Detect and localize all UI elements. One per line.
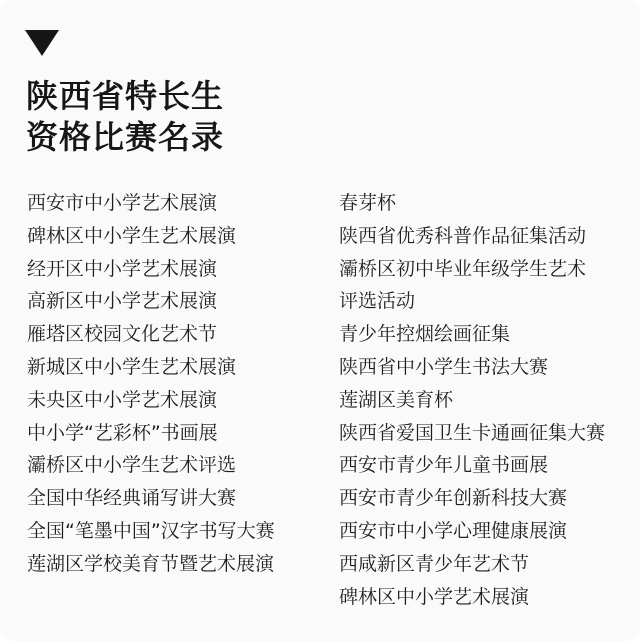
list-item: 碑林区中小学生艺术展演 (27, 224, 237, 247)
list-item: 碑林区中小学艺术展演 (339, 585, 530, 608)
title-line-1: 陕西省特长生 (26, 77, 225, 115)
list-item: 陕西省中小学生书法大赛 (339, 355, 549, 378)
list-item: 全国中华经典诵写讲大赛 (27, 487, 237, 510)
list-item: 西安市中小学艺术展演 (27, 192, 218, 214)
competition-list-left (27, 187, 275, 581)
list-item: 高新区中小学艺术展演 (27, 290, 218, 313)
list-item: 陕西省爱国卫生卡通画征集大赛 (339, 421, 606, 444)
list-item: 中小学“艺彩杯”书画展 (27, 421, 218, 444)
list-item: 莲湖区美育杯 (339, 388, 454, 411)
list-item: 经开区中小学艺术展演 (27, 257, 218, 280)
list-item: 全国“笔墨中国”汉字书写大赛 (27, 519, 275, 542)
list-item: 灞桥区中小学生艺术评选 (27, 454, 237, 477)
triangle-down-icon (25, 30, 59, 56)
list-item: 青少年控烟绘画征集 (339, 323, 511, 346)
competition-list-right (339, 187, 605, 613)
list-item: 灞桥区初中毕业年级学生艺术 (339, 257, 587, 280)
list-item: 西安市青少年儿童书画展 (339, 454, 549, 477)
list-item: 评选活动 (339, 290, 416, 313)
title-line-2: 资格比赛名录 (26, 118, 225, 156)
list-item: 西咸新区青少年艺术节 (339, 552, 530, 575)
list-item: 莲湖区学校美育节暨艺术展演 (27, 552, 275, 575)
list-item: 春芽杯 (339, 192, 397, 214)
list-item: 雁塔区校园文化艺术节 (27, 323, 218, 346)
list-item: 陕西省优秀科普作品征集活动 (339, 224, 587, 247)
list-item: 新城区中小学生艺术展演 (27, 355, 237, 378)
list-item: 西安市中小学心理健康展演 (339, 519, 568, 542)
list-item: 未央区中小学艺术展演 (27, 388, 218, 411)
page-title (26, 76, 224, 158)
list-item: 西安市青少年创新科技大赛 (339, 487, 568, 510)
